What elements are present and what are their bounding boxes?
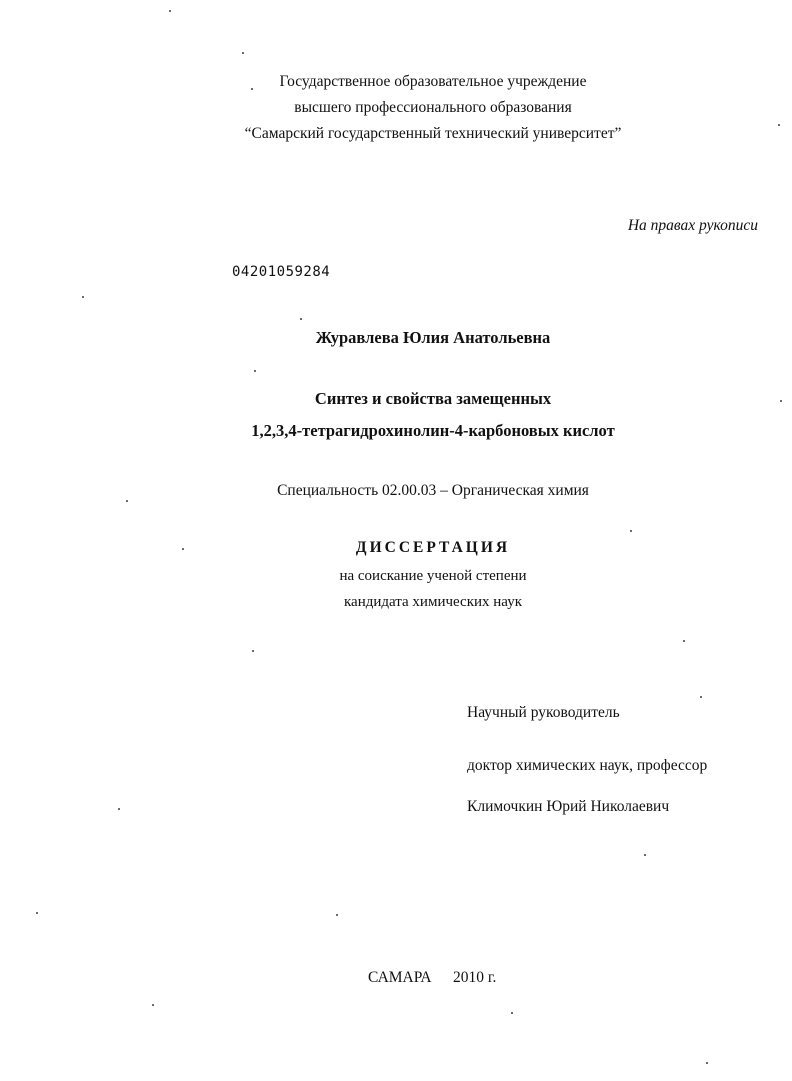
degree-line-1: на соискание ученой степени bbox=[339, 568, 527, 584]
scan-speck bbox=[118, 808, 120, 810]
scan-speck bbox=[251, 88, 253, 90]
scan-speck bbox=[254, 370, 256, 372]
institution-line-1: Государственное образовательное учреждение bbox=[279, 73, 587, 90]
supervisor-name: Климочкин Юрий Николаевич bbox=[467, 798, 670, 815]
author-name: Журавлева Юлия Анатольевна bbox=[315, 328, 551, 347]
supervisor-title: доктор химических наук, профессор bbox=[467, 757, 708, 774]
scan-speck bbox=[169, 10, 171, 12]
scan-speck bbox=[152, 1004, 154, 1006]
scan-speck bbox=[252, 650, 254, 652]
scan-speck bbox=[82, 296, 84, 298]
scan-speck bbox=[780, 400, 782, 402]
catalog-number: 04201059284 bbox=[232, 264, 331, 280]
scan-speck bbox=[700, 696, 702, 698]
title-line-2: 1,2,3,4-тетрагидрохинолин-4-карбоновых кислот bbox=[251, 421, 615, 440]
scan-speck bbox=[778, 124, 780, 126]
scan-speck bbox=[242, 52, 244, 54]
scan-speck bbox=[683, 640, 685, 642]
manuscript-note: На правах рукописи bbox=[627, 217, 758, 234]
scan-speck bbox=[300, 318, 302, 320]
footer-city: САМАРА bbox=[368, 969, 432, 986]
institution-line-3: “Самарский государственный технический университет” bbox=[244, 125, 622, 142]
degree-line-2: кандидата химических наук bbox=[343, 594, 522, 610]
scan-speck bbox=[126, 500, 128, 502]
scan-speck bbox=[511, 1012, 513, 1014]
scan-speck bbox=[36, 912, 38, 914]
institution-line-2: высшего профессионального образования bbox=[294, 99, 572, 116]
specialty: Специальность 02.00.03 – Органическая химия bbox=[277, 482, 589, 499]
degree-heading: ДИССЕРТАЦИЯ bbox=[355, 539, 511, 556]
scan-speck bbox=[630, 530, 632, 532]
scan-speck bbox=[182, 548, 184, 550]
scan-speck bbox=[336, 914, 338, 916]
title-line-1: Синтез и свойства замещенных bbox=[314, 389, 552, 408]
scan-speck bbox=[644, 854, 646, 856]
scan-speck bbox=[706, 1062, 708, 1064]
footer-year: 2010 г. bbox=[453, 969, 497, 986]
supervisor-label: Научный руководитель bbox=[467, 704, 620, 721]
